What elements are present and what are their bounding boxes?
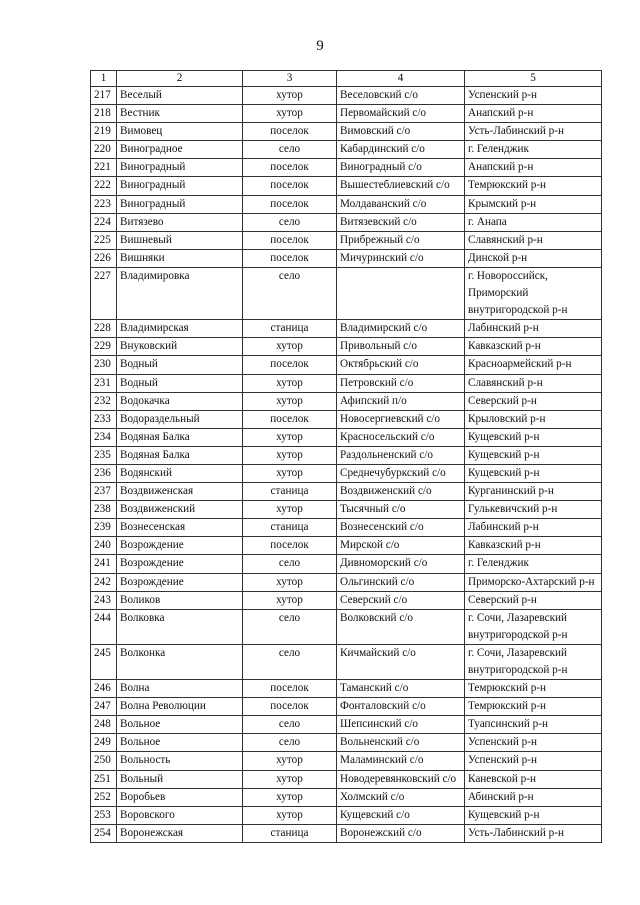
council-name: Афипский п/о <box>337 392 465 410</box>
column-header: 1 <box>91 71 117 87</box>
table-row <box>91 231 602 249</box>
settlement-name: Волна <box>117 680 243 698</box>
table-row <box>91 410 602 428</box>
settlement-name: Воликов <box>117 591 243 609</box>
table-row <box>91 501 602 519</box>
council-name: Дивноморский с/о <box>337 555 465 573</box>
table-row <box>91 141 602 159</box>
settlement-name: Волконка <box>117 644 243 679</box>
page-number: 9 <box>316 38 324 54</box>
settlement-type: поселок <box>243 698 337 716</box>
settlement-type: село <box>243 716 337 734</box>
settlement-name: Водяная Балка <box>117 446 243 464</box>
settlement-name: Вольное <box>117 734 243 752</box>
table-row <box>91 374 602 392</box>
settlement-name: Водяная Балка <box>117 428 243 446</box>
district-name: г. Анапа <box>465 213 602 231</box>
council-name: Холмский с/о <box>337 788 465 806</box>
settlement-type: хутор <box>243 788 337 806</box>
settlement-name: Вольное <box>117 716 243 734</box>
settlement-name: Вознесенская <box>117 519 243 537</box>
settlement-type: хутор <box>243 770 337 788</box>
district-name: Крыловский р-н <box>465 410 602 428</box>
settlement-name: Возрождение <box>117 555 243 573</box>
district-name: Приморско-Ахтарский р-н <box>465 573 602 591</box>
settlement-type: хутор <box>243 573 337 591</box>
district-name: Усть-Лабинский р-н <box>465 824 602 842</box>
table-row <box>91 788 602 806</box>
settlement-name: Виноградный <box>117 159 243 177</box>
district-name: Абинский р-н <box>465 788 602 806</box>
row-number: 225 <box>91 231 117 249</box>
settlement-name: Водокачка <box>117 392 243 410</box>
column-header: 3 <box>243 71 337 87</box>
settlement-name: Вольный <box>117 770 243 788</box>
row-number: 219 <box>91 123 117 141</box>
settlement-type: хутор <box>243 501 337 519</box>
table-row <box>91 446 602 464</box>
row-number: 246 <box>91 680 117 698</box>
settlement-type: станица <box>243 320 337 338</box>
settlement-name: Веселый <box>117 87 243 105</box>
settlement-type: хутор <box>243 338 337 356</box>
council-name: Витязевский с/о <box>337 213 465 231</box>
council-name: Фонталовский с/о <box>337 698 465 716</box>
district-name: Темрюкский р-н <box>465 698 602 716</box>
district-name: Северский р-н <box>465 591 602 609</box>
table-row <box>91 105 602 123</box>
table-header-row <box>91 71 602 87</box>
row-number: 223 <box>91 195 117 213</box>
settlement-type: поселок <box>243 195 337 213</box>
council-name: Новодеревянковский с/о <box>337 770 465 788</box>
settlement-name: Вимовец <box>117 123 243 141</box>
settlement-type: поселок <box>243 537 337 555</box>
settlement-type: поселок <box>243 231 337 249</box>
settlement-name: Вестник <box>117 105 243 123</box>
table-row <box>91 356 602 374</box>
district-name: г. Геленджик <box>465 141 602 159</box>
settlement-type: хутор <box>243 374 337 392</box>
district-name: Северский р-н <box>465 392 602 410</box>
row-number: 251 <box>91 770 117 788</box>
council-name: Тысячный с/о <box>337 501 465 519</box>
district-name: Темрюкский р-н <box>465 680 602 698</box>
council-name: Мирской с/о <box>337 537 465 555</box>
district-name: Славянский р-н <box>465 374 602 392</box>
table-row <box>91 573 602 591</box>
row-number: 242 <box>91 573 117 591</box>
settlement-type: поселок <box>243 356 337 374</box>
settlement-name: Водянский <box>117 464 243 482</box>
table-row <box>91 555 602 573</box>
district-name: Усть-Лабинский р-н <box>465 123 602 141</box>
row-number: 230 <box>91 356 117 374</box>
settlement-type: хутор <box>243 105 337 123</box>
row-number: 234 <box>91 428 117 446</box>
settlement-name: Владимирская <box>117 320 243 338</box>
settlement-type: хутор <box>243 446 337 464</box>
table-row <box>91 716 602 734</box>
council-name: Первомайский с/о <box>337 105 465 123</box>
settlement-name: Воронежская <box>117 824 243 842</box>
settlement-type: поселок <box>243 123 337 141</box>
council-name: Маламинский с/о <box>337 752 465 770</box>
settlement-name: Воровского <box>117 806 243 824</box>
row-number: 236 <box>91 464 117 482</box>
council-name: Владимирский с/о <box>337 320 465 338</box>
settlement-name: Вольность <box>117 752 243 770</box>
table-row <box>91 195 602 213</box>
table-row <box>91 644 602 679</box>
council-name <box>337 267 465 319</box>
row-number: 243 <box>91 591 117 609</box>
row-number: 233 <box>91 410 117 428</box>
settlement-type: село <box>243 267 337 319</box>
row-number: 218 <box>91 105 117 123</box>
council-name: Северский с/о <box>337 591 465 609</box>
row-number: 253 <box>91 806 117 824</box>
district-name: Кущевский р-н <box>465 806 602 824</box>
table-row <box>91 698 602 716</box>
column-header: 2 <box>117 71 243 87</box>
district-name: г. Сочи, Лазаревский внутригородской р-н <box>465 609 602 644</box>
council-name: Красносельский с/о <box>337 428 465 446</box>
district-name: Славянский р-н <box>465 231 602 249</box>
table-row <box>91 320 602 338</box>
district-name: Гулькевичский р-н <box>465 501 602 519</box>
row-number: 238 <box>91 501 117 519</box>
district-name: Темрюкский р-н <box>465 177 602 195</box>
council-name: Кичмайский с/о <box>337 644 465 679</box>
row-number: 217 <box>91 87 117 105</box>
council-name: Новосергиевский с/о <box>337 410 465 428</box>
row-number: 245 <box>91 644 117 679</box>
table-row <box>91 537 602 555</box>
council-name: Таманский с/о <box>337 680 465 698</box>
settlement-name: Виноградный <box>117 177 243 195</box>
settlement-type: хутор <box>243 428 337 446</box>
row-number: 237 <box>91 483 117 501</box>
row-number: 235 <box>91 446 117 464</box>
row-number: 222 <box>91 177 117 195</box>
council-name: Воронежский с/о <box>337 824 465 842</box>
council-name: Воздвиженский с/о <box>337 483 465 501</box>
council-name: Прибрежный с/о <box>337 231 465 249</box>
district-name: Каневской р-н <box>465 770 602 788</box>
row-number: 228 <box>91 320 117 338</box>
settlement-type: село <box>243 555 337 573</box>
table-row <box>91 752 602 770</box>
settlement-name: Вишняки <box>117 249 243 267</box>
council-name: Привольный с/о <box>337 338 465 356</box>
settlement-type: село <box>243 609 337 644</box>
table-row <box>91 87 602 105</box>
row-number: 226 <box>91 249 117 267</box>
column-header: 5 <box>465 71 602 87</box>
settlement-type: село <box>243 213 337 231</box>
table-row <box>91 213 602 231</box>
table-row <box>91 177 602 195</box>
settlement-type: село <box>243 734 337 752</box>
row-number: 239 <box>91 519 117 537</box>
row-number: 241 <box>91 555 117 573</box>
settlement-type: село <box>243 141 337 159</box>
row-number: 240 <box>91 537 117 555</box>
table-row <box>91 609 602 644</box>
row-number: 244 <box>91 609 117 644</box>
district-name: Динской р-н <box>465 249 602 267</box>
table-row <box>91 770 602 788</box>
table-row <box>91 392 602 410</box>
row-number: 221 <box>91 159 117 177</box>
district-name: Анапский р-н <box>465 159 602 177</box>
settlement-type: станица <box>243 519 337 537</box>
table-row <box>91 159 602 177</box>
council-name: Кабардинский с/о <box>337 141 465 159</box>
district-name: Лабинский р-н <box>465 320 602 338</box>
table-row <box>91 483 602 501</box>
table-row <box>91 806 602 824</box>
row-number: 227 <box>91 267 117 319</box>
district-name: Успенский р-н <box>465 752 602 770</box>
settlement-name: Воробьев <box>117 788 243 806</box>
row-number: 254 <box>91 824 117 842</box>
row-number: 250 <box>91 752 117 770</box>
council-name: Вольненский с/о <box>337 734 465 752</box>
settlement-name: Виноградный <box>117 195 243 213</box>
table-row <box>91 338 602 356</box>
council-name: Молдаванский с/о <box>337 195 465 213</box>
council-name: Мичуринский с/о <box>337 249 465 267</box>
table-row <box>91 591 602 609</box>
table-row <box>91 249 602 267</box>
settlement-name: Владимировка <box>117 267 243 319</box>
settlement-name: Волна Революции <box>117 698 243 716</box>
settlement-type: хутор <box>243 392 337 410</box>
settlement-name: Витязево <box>117 213 243 231</box>
row-number: 247 <box>91 698 117 716</box>
row-number: 249 <box>91 734 117 752</box>
district-name: г. Новороссийск, Приморский внутригородской р-н <box>465 267 602 319</box>
settlement-type: хутор <box>243 591 337 609</box>
settlement-name: Возрождение <box>117 537 243 555</box>
district-name: Кущевский р-н <box>465 464 602 482</box>
settlement-type: поселок <box>243 159 337 177</box>
settlement-name: Виноградное <box>117 141 243 159</box>
settlements-table <box>90 70 602 843</box>
council-name: Ольгинский с/о <box>337 573 465 591</box>
council-name: Петровский с/о <box>337 374 465 392</box>
row-number: 229 <box>91 338 117 356</box>
settlement-type: станица <box>243 483 337 501</box>
district-name: Курганинский р-н <box>465 483 602 501</box>
settlement-name: Волковка <box>117 609 243 644</box>
settlement-type: хутор <box>243 752 337 770</box>
district-name: Туапсинский р-н <box>465 716 602 734</box>
row-number: 231 <box>91 374 117 392</box>
table-row <box>91 267 602 319</box>
settlement-name: Внуковский <box>117 338 243 356</box>
settlement-name: Водный <box>117 356 243 374</box>
settlement-type: хутор <box>243 806 337 824</box>
table-row <box>91 519 602 537</box>
table-row <box>91 464 602 482</box>
table-row <box>91 824 602 842</box>
settlement-type: поселок <box>243 177 337 195</box>
row-number: 252 <box>91 788 117 806</box>
district-name: г. Сочи, Лазаревский внутригородской р-н <box>465 644 602 679</box>
district-name: Крымский р-н <box>465 195 602 213</box>
council-name: Вышестеблиевский с/о <box>337 177 465 195</box>
district-name: Анапский р-н <box>465 105 602 123</box>
settlement-type: станица <box>243 824 337 842</box>
district-name: г. Геленджик <box>465 555 602 573</box>
row-number: 220 <box>91 141 117 159</box>
district-name: Лабинский р-н <box>465 519 602 537</box>
council-name: Веселовский с/о <box>337 87 465 105</box>
council-name: Октябрьский с/о <box>337 356 465 374</box>
settlement-type: поселок <box>243 249 337 267</box>
council-name: Среднечубуркский с/о <box>337 464 465 482</box>
settlement-type: хутор <box>243 87 337 105</box>
district-name: Кавказский р-н <box>465 537 602 555</box>
council-name: Вознесенский с/о <box>337 519 465 537</box>
council-name: Волковский с/о <box>337 609 465 644</box>
table-row <box>91 428 602 446</box>
table-row <box>91 123 602 141</box>
column-header: 4 <box>337 71 465 87</box>
settlement-name: Возрождение <box>117 573 243 591</box>
settlement-type: поселок <box>243 680 337 698</box>
settlement-type: поселок <box>243 410 337 428</box>
council-name: Раздольненский с/о <box>337 446 465 464</box>
table-row <box>91 734 602 752</box>
row-number: 232 <box>91 392 117 410</box>
settlement-name: Водораздельный <box>117 410 243 428</box>
settlement-type: хутор <box>243 464 337 482</box>
settlement-name: Вишневый <box>117 231 243 249</box>
settlement-name: Воздвиженская <box>117 483 243 501</box>
district-name: Успенский р-н <box>465 87 602 105</box>
council-name: Шепсинский с/о <box>337 716 465 734</box>
district-name: Успенский р-н <box>465 734 602 752</box>
council-name: Кущевский с/о <box>337 806 465 824</box>
row-number: 248 <box>91 716 117 734</box>
settlement-type: село <box>243 644 337 679</box>
table-row <box>91 680 602 698</box>
district-name: Кущевский р-н <box>465 428 602 446</box>
settlement-name: Водный <box>117 374 243 392</box>
district-name: Кущевский р-н <box>465 446 602 464</box>
council-name: Вимовский с/о <box>337 123 465 141</box>
settlement-name: Воздвиженский <box>117 501 243 519</box>
district-name: Красноармейский р-н <box>465 356 602 374</box>
council-name: Виноградный с/о <box>337 159 465 177</box>
district-name: Кавказский р-н <box>465 338 602 356</box>
row-number: 224 <box>91 213 117 231</box>
